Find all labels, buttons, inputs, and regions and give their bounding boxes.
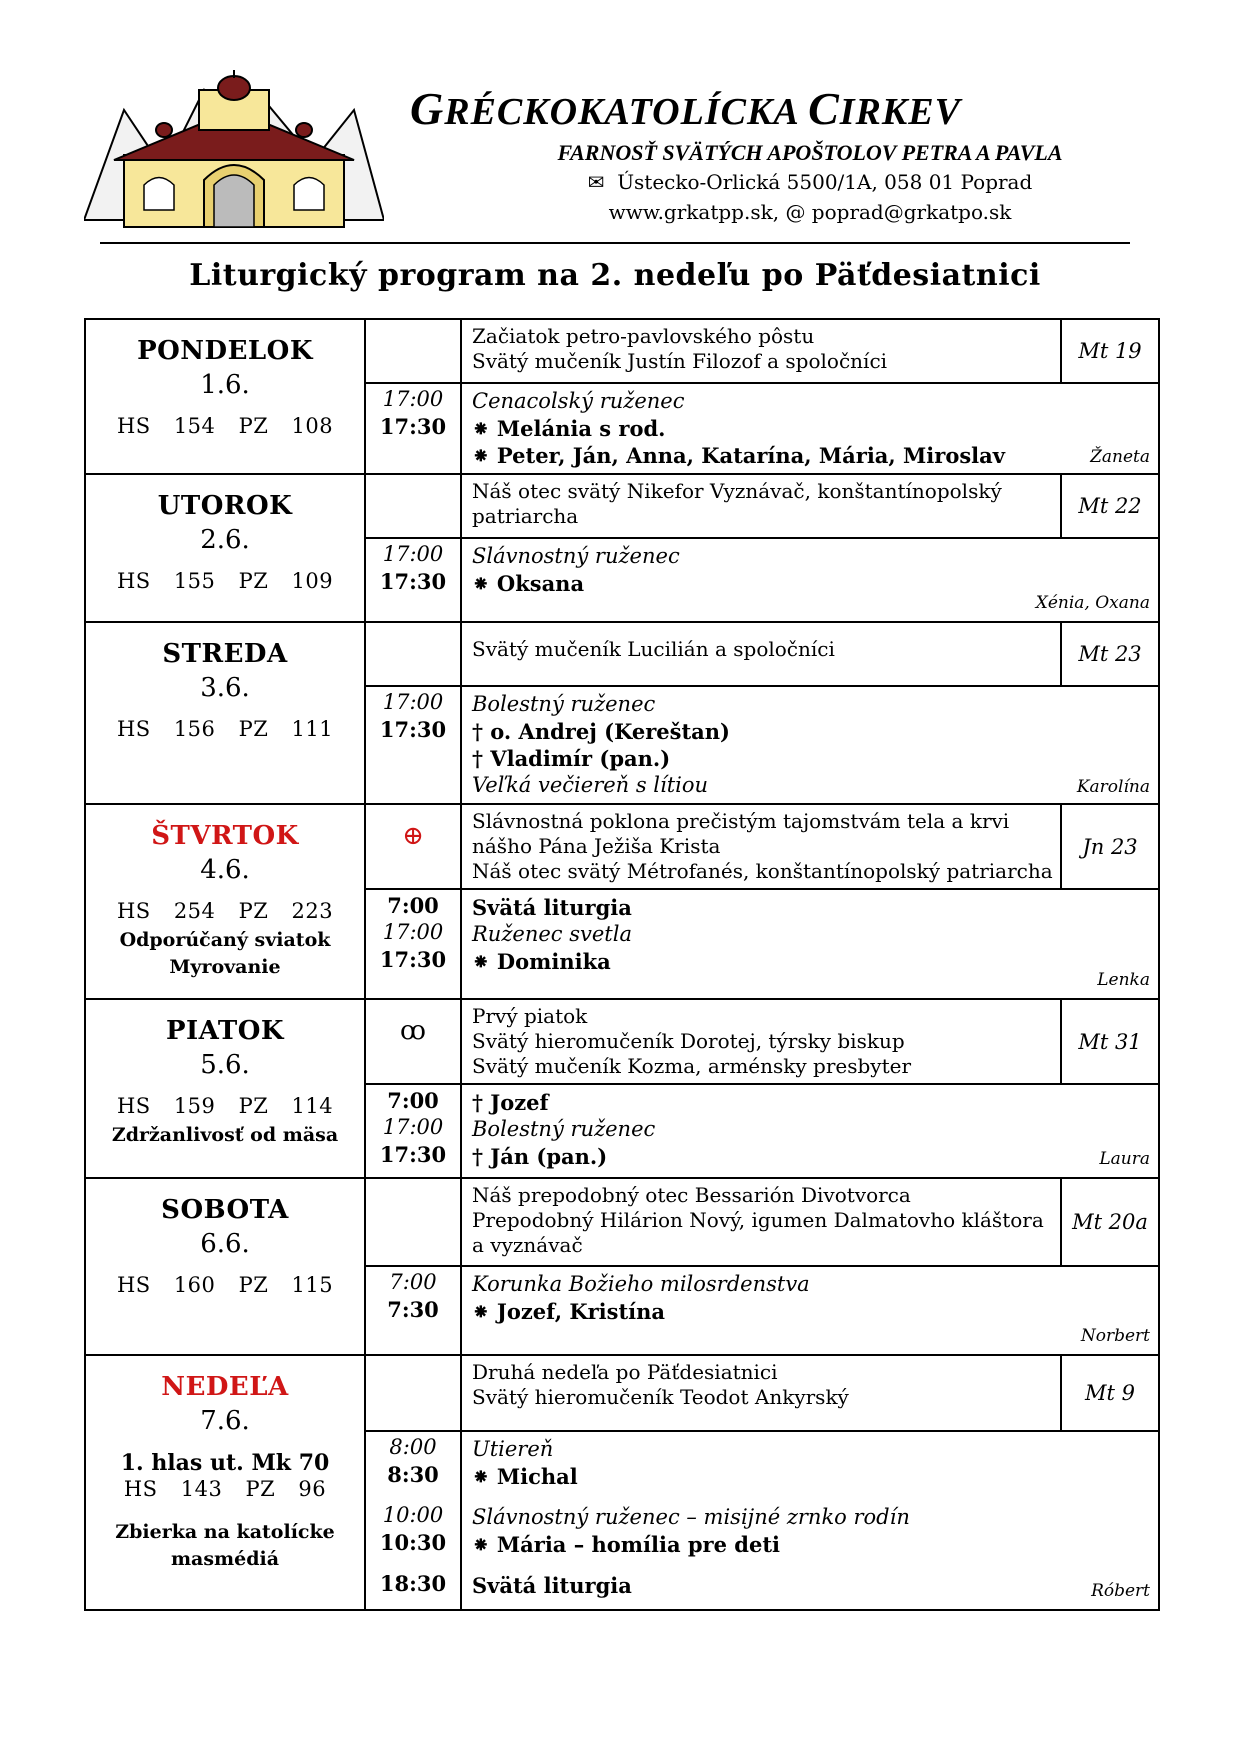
time-slot: 8:30 [387,1462,439,1487]
event-item: † Jozef [472,1090,549,1115]
nameday: Karolína [1076,777,1150,797]
nameday: Lenka [1097,970,1150,990]
event-item: ⁕ Oksana [472,571,585,596]
day-cell [85,319,365,474]
event-item: Utiereň [472,1437,554,1461]
day-cell [85,622,365,804]
time-slot: 10:00 [382,1503,444,1527]
feast-text [462,1179,1158,1262]
feast-symbol-cell [365,1178,461,1266]
gospel-reading: Mt 9 [1060,1356,1158,1430]
event-item: † Ján (pan.) [472,1144,608,1169]
hymn-numbers: HS 155 PZ 109 [116,569,334,593]
times-cell [365,889,461,999]
event-item: ⁕ Jozef, Kristína [472,1299,665,1324]
feast-text [462,805,1158,888]
day-name: NEDEĽA [161,1372,289,1402]
feast-symbol-cell [365,319,461,383]
time-slot: 7:00 [387,893,439,918]
feast-symbol-cell [365,474,461,538]
event-item: Slávnostný ruženec [472,544,680,568]
church-logo [84,70,384,232]
events-cell [461,686,1159,804]
feast-line: Náš otec svätý Nikefor Vyznávač, konštantínopolský patriarcha [472,479,1002,528]
event-item: † o. Andrej (Kereštan) [472,719,730,744]
feast-line: Svätý mučeník Justín Filozof a spoločníci [472,349,888,373]
day-name: ŠTVRTOK [151,821,299,851]
day-row-feast [85,474,1159,538]
event-item: ⁕ Michal [472,1464,578,1489]
feast-cell [461,1178,1159,1266]
feast-text [462,320,1158,378]
page-title: Liturgický program na 2. nedeľu po Päťdesiatnici [189,258,1041,293]
event-item: Bolestný ruženec [472,1117,656,1141]
parish-name: FARNOSŤ SVÄTÝCH APOŠTOLOV PETRA A PAVLA [557,140,1063,165]
events-cell [461,1084,1159,1178]
time-slot: 17:00 [382,1115,444,1139]
event-item: Slávnostný ruženec – misijné zrnko rodín [472,1505,910,1529]
times-cell [365,1084,461,1178]
day-note: masmédiá [170,1548,280,1570]
day-name: PONDELOK [137,336,313,366]
nameday: Žaneta [1090,447,1150,467]
mail-icon: ✉ [587,170,605,194]
event-item: ⁕ Mária – homília pre deti [472,1532,781,1557]
feast-cell [461,1355,1159,1431]
gospel-reading: Mt 19 [1060,320,1158,382]
gospel-reading: Mt 31 [1060,1000,1158,1083]
day-name: UTOROK [157,491,293,521]
feast-text [462,1356,1158,1414]
feast-text [462,1000,1158,1083]
feast-cell [461,999,1159,1084]
day-row-feast [85,804,1159,889]
hymn-numbers: HS 154 PZ 108 [116,414,334,438]
event-item: Cenacolský ruženec [472,389,685,413]
event-item: ⁕ Dominika [472,949,611,974]
time-slot: 8:00 [389,1435,437,1459]
times-cell [365,1431,461,1610]
event-item: ⁕ Melánia s rod. [472,416,666,441]
events-cell [461,889,1159,999]
day-row-feast [85,319,1159,383]
feast-line: Náš prepodobný otec Bessarión Divotvorca [472,1183,911,1207]
events-list [462,384,1158,473]
hymn-numbers: HS 156 PZ 111 [116,717,334,741]
events-list [462,687,1158,803]
gospel-reading: Mt 23 [1060,623,1158,685]
day-cell [85,1178,365,1355]
day-cell [85,1355,365,1610]
address: ✉ Ústecko-Orlická 5500/1A, 058 01 Poprad [587,170,1033,194]
day-row-feast [85,622,1159,686]
event-item: Svätá liturgia [472,895,632,920]
time-slot: 17:30 [379,947,447,972]
feast-line: Prepodobný Hilárion Nový, igumen Dalmatovho kláštora a vyznávač [472,1208,1044,1257]
day-note: Zdržanlivosť od mäsa [111,1124,339,1146]
tone-reading: 1. hlas ut. Mk 70 [120,1450,330,1476]
hymn-numbers: HS 143 PZ 96 [123,1477,327,1501]
feast-cell [461,622,1159,686]
feast-cell [461,804,1159,889]
day-row-feast [85,1355,1159,1431]
day-note: Odporúčaný sviatok [119,929,331,951]
church-title: GRÉCKOKATOLÍCKA CIRKEV [410,83,961,134]
events-cell [461,1266,1159,1355]
feast-symbol-cell [365,1355,461,1431]
day-date: 6.6. [200,1229,250,1259]
event-item: Bolestný ruženec [472,692,656,716]
time-slot: 10:30 [379,1530,447,1555]
day-note: Zbierka na katolícke [115,1521,335,1543]
time-slot: 17:00 [382,690,444,714]
day-name: STREDA [162,639,288,669]
heart-icon: ꝏ [400,1016,426,1046]
gospel-reading: Mt 20a [1060,1179,1158,1265]
events-list [462,1432,1158,1607]
gospel-reading: Mt 22 [1060,475,1158,537]
event-item: Veľká večiereň s lítiou [472,773,709,797]
events-cell [461,383,1159,474]
feast-line: Svätý hieromučeník Dorotej, týrsky biskup [472,1029,905,1053]
header-divider [100,242,1130,244]
eucharist-icon: ⊕ [402,821,424,851]
event-item: Korunka Božieho milosrdenstva [472,1272,810,1296]
nameday: Norbert [1080,1326,1150,1346]
feast-title: Prvý piatok [472,1004,588,1028]
feast-cell [461,319,1159,383]
events-cell [461,1431,1159,1610]
hymn-numbers: HS 159 PZ 114 [116,1094,334,1118]
feast-text [462,623,1158,666]
event-item: Ruženec svetla [472,922,632,946]
feast-symbol-cell [365,804,461,889]
day-cell [85,474,365,622]
events-list [462,890,1158,996]
events-list [462,1085,1158,1175]
nameday: Xénia, Oxana [1035,593,1150,613]
feast-symbol-cell [365,622,461,686]
time-slot: 17:30 [379,1142,447,1167]
schedule-table [84,318,1160,1611]
day-date: 5.6. [200,1050,250,1080]
feast-line: Náš otec svätý Métrofanés, konštantínopolský patriarcha [472,859,1053,883]
time-slot: 17:00 [382,542,444,566]
day-date: 1.6. [200,370,250,400]
feast-title: Druhá nedeľa po Päťdesiatnici [472,1360,778,1384]
hymn-numbers: HS 160 PZ 115 [116,1273,334,1297]
time-slot: 7:30 [387,1297,439,1322]
day-name: SOBOTA [161,1195,289,1225]
gospel-reading: Jn 23 [1060,805,1158,888]
events-list [462,1267,1158,1352]
time-slot: 17:00 [382,387,444,411]
events-list [462,539,1158,619]
time-slot: 18:30 [379,1571,447,1596]
times-cell [365,1266,461,1355]
time-slot: 17:00 [382,920,444,944]
day-row-feast [85,999,1159,1084]
day-cell [85,804,365,999]
nameday: Laura [1099,1149,1150,1169]
time-slot: 17:30 [379,414,447,439]
time-slot: 7:00 [389,1270,437,1294]
day-name: PIATOK [165,1016,285,1046]
feast-text [462,475,1158,533]
day-row-feast [85,1178,1159,1266]
feast-line: Svätý hieromučeník Teodot Ankyrský [472,1385,849,1409]
feast-line: Začiatok petro-pavlovského pôstu [472,324,815,348]
times-cell [365,538,461,622]
feast-title: Slávnostná poklona prečistým tajomstvám tela a krvi nášho Pána Ježiša Krista [472,809,1010,858]
event-item: † Vladimír (pan.) [472,746,671,771]
events-cell [461,538,1159,622]
web-contact[interactable]: www.grkatpp.sk, @ poprad@grkatpo.sk [608,200,1012,224]
feast-line: Svätý mučeník Lucilián a spoločníci [472,637,835,661]
day-date: 3.6. [200,673,250,703]
event-item: ⁕ Peter, Ján, Anna, Katarína, Mária, Miroslav [472,443,1005,468]
times-cell [365,686,461,804]
time-slot: 17:30 [379,717,447,742]
event-item: Svätá liturgia [472,1573,632,1598]
nameday: Róbert [1091,1581,1150,1601]
times-cell [365,383,461,474]
time-slot: 7:00 [387,1088,439,1113]
feast-line: Svätý mučeník Kozma, arménsky presbyter [472,1054,912,1078]
header [0,0,1240,240]
day-note: Myrovanie [169,956,281,978]
feast-cell [461,474,1159,538]
time-slot: 17:30 [379,569,447,594]
day-date: 7.6. [200,1406,250,1436]
hymn-numbers: HS 254 PZ 223 [116,899,334,923]
feast-symbol-cell [365,999,461,1084]
day-date: 2.6. [200,525,250,555]
day-cell [85,999,365,1178]
day-date: 4.6. [200,855,250,885]
